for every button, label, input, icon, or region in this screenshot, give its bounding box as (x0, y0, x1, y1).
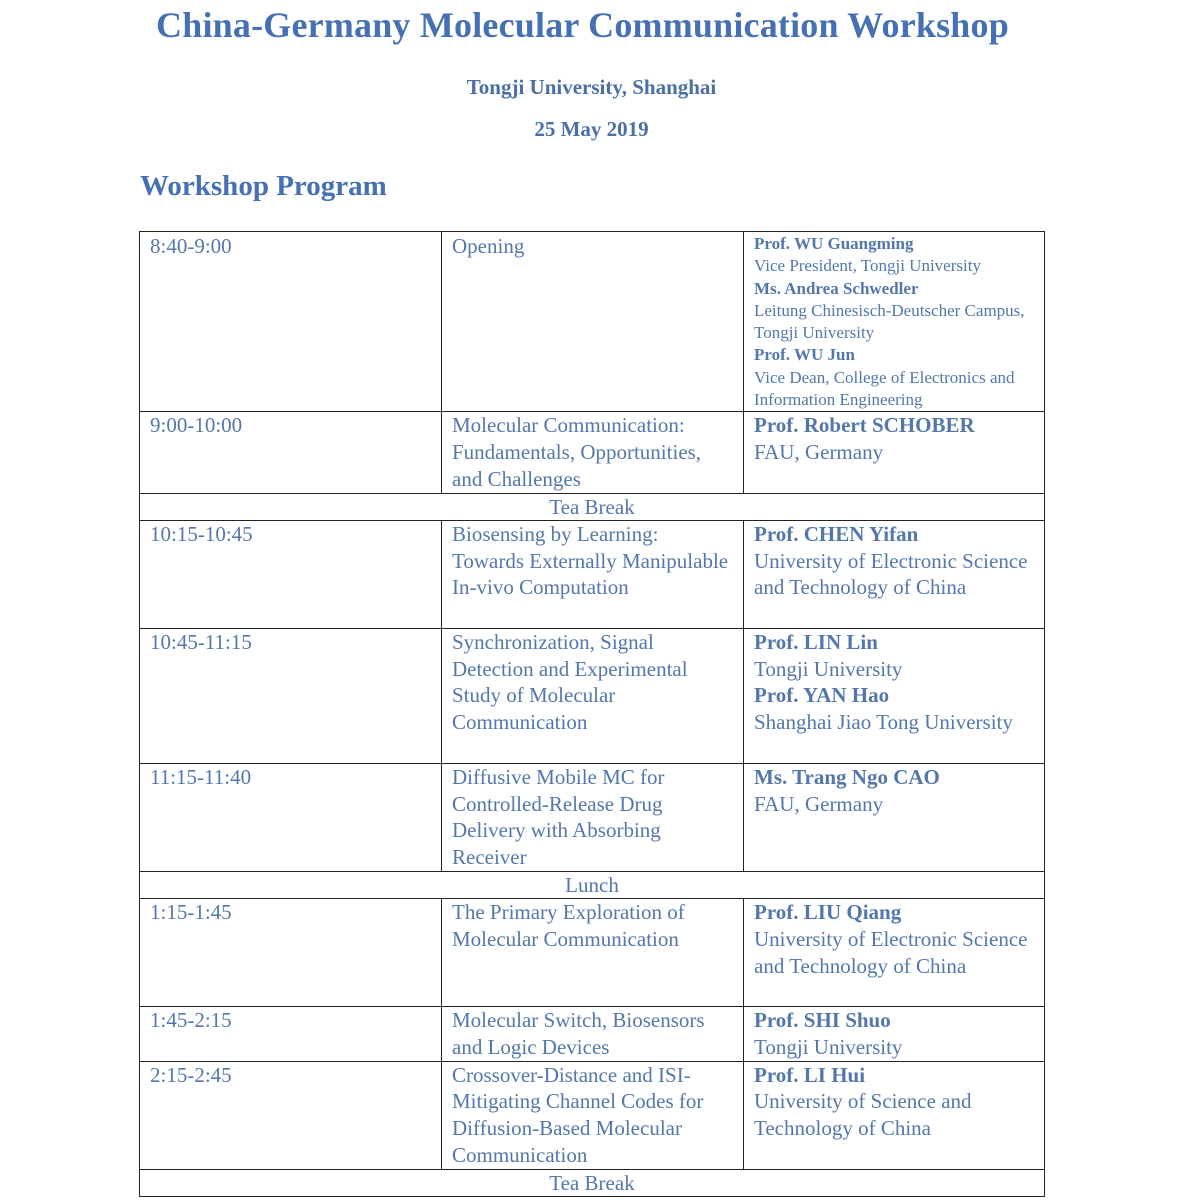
session-speakers (744, 898, 1045, 1006)
speaker-affiliation: University of Electronic Science and Technology of China (754, 548, 1028, 600)
session-topic: Molecular Switch, Biosensors and Logic Devices (442, 1006, 744, 1061)
session-speakers (744, 232, 1045, 412)
speaker-affiliation: Leitung Chinesisch-Deutscher Campus, Tongji University (754, 300, 1025, 343)
session-time: 1:15-1:45 (140, 898, 442, 1006)
speaker-affiliation: Tongji University (754, 656, 903, 681)
break-row (140, 1169, 1045, 1196)
speaker-name: Prof. WU Guangming (754, 234, 914, 253)
speaker-affiliation: Vice President, Tongji University (754, 256, 981, 276)
workshop-title: China-Germany Molecular Communication Workshop (156, 5, 1009, 45)
break-row (140, 871, 1045, 898)
session-time: 1:45-2:15 (140, 1006, 442, 1061)
session-time: 10:45-11:15 (140, 628, 442, 763)
speaker-name: Prof. LIU Qiang (754, 899, 902, 924)
session-topic: Biosensing by Learning: Towards Externally Manipulable In-vivo Computation (442, 520, 744, 628)
speaker-name: Ms. Trang Ngo CAO (754, 764, 940, 789)
venue-line: Tongji University, Shanghai (466, 75, 717, 99)
session-speakers (744, 1061, 1045, 1169)
session-speakers (744, 763, 1045, 871)
speaker-affiliation: FAU, Germany (754, 440, 884, 465)
speaker-name: Prof. CHEN Yifan (754, 521, 919, 546)
program-row (140, 412, 1045, 493)
session-time: 8:40-9:00 (140, 232, 442, 412)
program-row (140, 1061, 1045, 1169)
speaker-affiliation: University of Electronic Science and Technology of China (754, 926, 1028, 978)
session-topic: Molecular Communication: Fundamentals, Opportunities, and Challenges (442, 412, 744, 493)
session-time: 10:15-10:45 (140, 520, 442, 628)
speaker-name: Ms. Andrea Schwedler (754, 278, 919, 298)
break-row (140, 493, 1045, 520)
session-topic: The Primary Exploration of Molecular Communication (442, 898, 744, 1006)
speaker-affiliation: FAU, Germany (754, 791, 884, 816)
speaker-affiliation: University of Science and Technology of China (754, 1089, 972, 1141)
program-row (140, 898, 1045, 1006)
session-time: 9:00-10:00 (140, 412, 442, 493)
speaker-affiliation: Vice Dean, College of Electronics and Information Engineering (754, 367, 1015, 410)
session-speakers (744, 412, 1045, 493)
program-row (140, 232, 1045, 412)
speaker-name: Prof. LIN Lin (754, 629, 878, 654)
speaker-name: Prof. WU Jun (754, 345, 855, 365)
session-speakers (744, 628, 1045, 763)
break-label: Lunch (140, 871, 1045, 898)
session-topic: Opening (442, 232, 744, 412)
date-line: 25 May 2019 (534, 117, 649, 141)
session-topic: Diffusive Mobile MC for Controlled-Release Drug Delivery with Absorbing Receiver (442, 763, 744, 871)
session-speakers (744, 520, 1045, 628)
break-label: Tea Break (140, 493, 1045, 520)
break-label: Tea Break (140, 1169, 1045, 1196)
speaker-name: Prof. LI Hui (754, 1062, 866, 1087)
program-table (139, 231, 1045, 1197)
program-row (140, 520, 1045, 628)
program-row (140, 1006, 1045, 1061)
session-time: 2:15-2:45 (140, 1061, 442, 1169)
speaker-name: Prof. SHI Shuo (754, 1007, 891, 1032)
program-row (140, 628, 1045, 763)
session-topic: Crossover-Distance and ISI-Mitigating Channel Codes for Diffusion-Based Molecular Communication (442, 1061, 744, 1169)
speaker-affiliation: Tongji University (754, 1034, 903, 1059)
speaker-affiliation: Shanghai Jiao Tong University (754, 710, 1013, 735)
program-heading: Workshop Program (140, 170, 387, 202)
speaker-name: Prof. Robert SCHOBER (754, 413, 975, 438)
session-speakers (744, 1006, 1045, 1061)
session-time: 11:15-11:40 (140, 763, 442, 871)
program-row (140, 763, 1045, 871)
session-topic: Synchronization, Signal Detection and Experimental Study of Molecular Communication (442, 628, 744, 763)
speaker-name: Prof. YAN Hao (754, 683, 890, 708)
